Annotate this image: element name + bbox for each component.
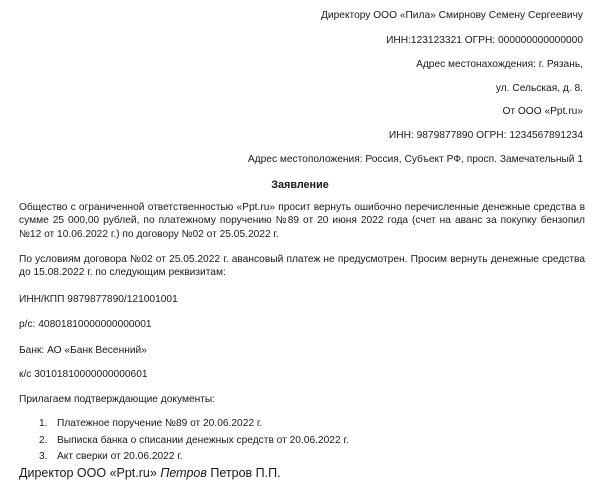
addressee-inn-ogrn: ИНН:123123321 ОГРН: 000000000000000 — [386, 35, 583, 46]
list-item-number: 3. — [39, 451, 48, 462]
attachments-list — [39, 417, 349, 467]
list-item-text: Выписка банка о списании денежных средств от 20.06.2022 г. — [57, 434, 349, 446]
attachments-intro: Прилагаем подтверждающие документы: — [19, 394, 216, 405]
sender-line: От ООО «Ppt.ru» — [502, 106, 583, 117]
addressee-address-label: Адрес местонахождения: г. Рязань, — [416, 59, 583, 70]
corr-account-line: к/с 30101810000000000601 — [19, 369, 148, 380]
signatory-name: Петров П.П. — [210, 466, 281, 480]
signatory-position: Директор ООО «Ppt.ru» — [19, 466, 157, 480]
inn-kpp-line: ИНН/КПП 9879877890/121001001 — [19, 294, 178, 305]
paragraph-2: По условиям договора №02 от 25.05.2022 г. авансовый платеж не предусмотрен. Просим вернуть денежные средства до 15.08.2022 г. по следующим реквизитам: — [19, 254, 585, 279]
list-item-number: 1. — [39, 418, 48, 429]
paragraph-1: Общество с ограниченной ответственностью «Ppt.ru» просит вернуть ошибочно перечисленные денежные средства в сумме 25 000,00 рублей, по платежному поручению №89 от 20 июня 2022 года (счет на аванс за покупку бензопил №12 от 10.06.2022 г.) по договору №02 от 25.05.2022 г. — [19, 202, 585, 240]
document-title: Заявление — [271, 179, 329, 191]
sender-address: Адрес местоположения: Россия, Субъект РФ, просп. Замечательный 1 — [247, 154, 583, 165]
list-item-text: Платежное поручение №89 от 20.06.2022 г. — [57, 418, 263, 429]
list-item-number: 2. — [39, 434, 48, 446]
list-item — [39, 417, 349, 434]
addressee-address-street: ул. Сельская, д. 8. — [495, 83, 583, 94]
handwritten-signature: Петров — [160, 466, 207, 480]
list-item — [39, 434, 349, 451]
signature-line — [19, 465, 281, 481]
list-item-text: Акт сверки от 20.06.2022 г. — [57, 451, 183, 462]
addressee-line: Директору ООО «Пила» Смирнову Семену Сергеевичу — [321, 10, 583, 21]
sender-inn-ogrn: ИНН: 9879877890 ОГРН: 1234567891234 — [388, 130, 583, 141]
account-line: р/с: 40801810000000000001 — [19, 319, 152, 330]
bank-line: Банк: АО «Банк Весенний» — [19, 345, 147, 356]
